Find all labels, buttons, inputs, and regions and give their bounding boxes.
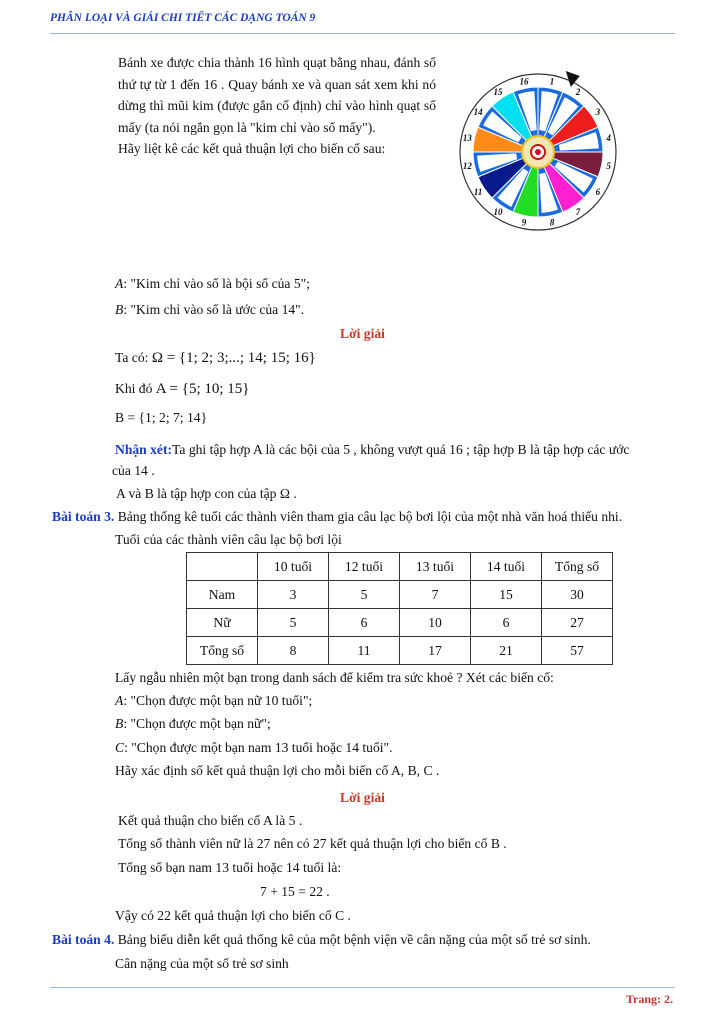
table-cell: 30 bbox=[542, 581, 613, 609]
page-header-title: PHÂN LOẠI VÀ GIẢI CHI TIẾT CÁC DẠNG TOÁN 9 bbox=[50, 12, 316, 24]
set-b-line: B = {1; 2; 7; 14} bbox=[115, 410, 208, 425]
wheel-number-7: 7 bbox=[575, 206, 581, 217]
table-header-cell: 13 tuổi bbox=[400, 553, 471, 581]
table-cell: Nam bbox=[187, 581, 258, 609]
footer-divider bbox=[50, 987, 675, 988]
table-cell: 6 bbox=[471, 609, 542, 637]
table-row bbox=[187, 581, 613, 609]
event-b-line: B: "Kim chỉ vào số là ước của 14". bbox=[115, 302, 305, 317]
solution-3-line-2: Tổng số thành viên nữ là 27 nên có 27 kết quả thuận lợi cho biến cố B . bbox=[118, 836, 507, 851]
event-c-3: C: "Chọn được một bạn nam 13 tuổi hoặc 14 tuổi". bbox=[115, 740, 393, 755]
wheel-number-14: 14 bbox=[473, 106, 483, 117]
subset-line: A và B là tập hợp con của tập Ω . bbox=[116, 486, 297, 501]
remark-line-2: của 14 . bbox=[112, 463, 155, 478]
wheel-number-12: 12 bbox=[462, 161, 472, 172]
problem-3-statement: Bài toán 3. Bảng thống kê tuổi các thành viên tham gia câu lạc bộ bơi lội của một nhà văn hoá thiếu nhi. bbox=[52, 509, 623, 524]
solution-heading-3: Lời giải bbox=[340, 790, 385, 805]
table-header-cell: 10 tuổi bbox=[258, 553, 329, 581]
omega-line: Ta có: Ω = {1; 2; 3;...; 14; 15; 16} bbox=[115, 350, 316, 366]
table-header-cell: 12 tuổi bbox=[329, 553, 400, 581]
intro-text bbox=[118, 52, 436, 160]
table-cell: 7 bbox=[400, 581, 471, 609]
table-header-row bbox=[187, 553, 613, 581]
table-header-cell: Tổng số bbox=[542, 553, 613, 581]
wheel-number-10: 10 bbox=[493, 206, 503, 217]
table-caption: Tuổi của các thành viên câu lạc bộ bơi lội bbox=[115, 532, 342, 547]
solution-3-line-5: Vậy có 22 kết quả thuận lợi cho biến cố C . bbox=[115, 908, 351, 923]
table-cell: Tổng số bbox=[187, 637, 258, 665]
wheel-number-13: 13 bbox=[462, 132, 472, 143]
solution-3-line-3: Tổng số bạn nam 13 tuổi hoặc 14 tuổi là: bbox=[118, 860, 342, 875]
wheel-number-5: 5 bbox=[606, 161, 611, 172]
header-divider bbox=[50, 33, 675, 34]
table-cell: 5 bbox=[258, 609, 329, 637]
set-a-line: Khi đó A = {5; 10; 15} bbox=[115, 381, 250, 397]
solution-3-equation: 7 + 15 = 22 . bbox=[260, 884, 330, 899]
remark-line-1: Nhận xét:Ta ghi tập hợp A là các bội của 5 , không vượt quá 16 ; tập hợp B là tập hợp các ước bbox=[115, 442, 630, 457]
table-cell: 57 bbox=[542, 637, 613, 665]
table-cell: 10 bbox=[400, 609, 471, 637]
wheel-number-11: 11 bbox=[473, 187, 483, 198]
wheel-number-6: 6 bbox=[595, 187, 601, 198]
age-table bbox=[186, 552, 613, 665]
table-row bbox=[187, 637, 613, 665]
table-cell: 17 bbox=[400, 637, 471, 665]
wheel-hub-center bbox=[535, 149, 541, 155]
problem-4-caption: Cân nặng của một số trẻ sơ sinh bbox=[115, 956, 289, 971]
problem-4-statement: Bài toán 4. Bảng biểu diễn kết quả thống kê của một bệnh viện về cân nặng của một số trẻ sơ sinh. bbox=[52, 932, 591, 947]
wheel-number-3: 3 bbox=[595, 106, 601, 117]
event-a-3: A: "Chọn được một bạn nữ 10 tuổi"; bbox=[115, 693, 313, 708]
wheel-number-4: 4 bbox=[606, 132, 611, 143]
wheel-number-16: 16 bbox=[519, 76, 529, 87]
table-cell: 27 bbox=[542, 609, 613, 637]
solution-3-line-1: Kết quả thuận cho biến cố A là 5 . bbox=[118, 813, 303, 828]
problem-3-prompt: Lấy ngẫu nhiên một bạn trong danh sách để kiểm tra sức khoẻ ? Xét các biến cố: bbox=[115, 670, 554, 685]
table-cell: 3 bbox=[258, 581, 329, 609]
wheel-number-15: 15 bbox=[493, 87, 503, 98]
wheel-number-8: 8 bbox=[549, 217, 555, 228]
table-header-cell: 14 tuổi bbox=[471, 553, 542, 581]
wheel-number-1: 1 bbox=[549, 76, 555, 87]
solution-heading-1: Lời giải bbox=[340, 326, 385, 341]
table-cell: 5 bbox=[329, 581, 400, 609]
page-number: Trang: 2. bbox=[625, 992, 673, 1006]
wheel-number-2: 2 bbox=[575, 87, 581, 98]
table-cell: 8 bbox=[258, 637, 329, 665]
table-header-cell bbox=[187, 553, 258, 581]
table-cell: Nữ bbox=[187, 609, 258, 637]
intro-paragraph: Bánh xe được chia thành 16 hình quạt bằng nhau, đánh số thứ tự từ 1 đến 16 . Quay bánh xe và quan sát xem khi nó dừng thì mũi kim (được gắn cố định) chỉ vào hình quạt số mấy (ta nói ngắn gọn là "kim chỉ vào số mấy"). bbox=[118, 55, 436, 135]
spinning-wheel-figure bbox=[458, 62, 623, 240]
intro-question: Hãy liệt kê các kết quả thuận lợi cho biến cố sau: bbox=[118, 141, 386, 156]
problem-3-ask: Hãy xác định số kết quả thuận lợi cho mỗi biến cố A, B, C . bbox=[115, 763, 440, 778]
table-cell: 11 bbox=[329, 637, 400, 665]
table-cell: 6 bbox=[329, 609, 400, 637]
event-b-3: B: "Chọn được một bạn nữ"; bbox=[115, 716, 271, 731]
table-cell: 15 bbox=[471, 581, 542, 609]
table-cell: 21 bbox=[471, 637, 542, 665]
table-row bbox=[187, 609, 613, 637]
event-a-line: A: "Kim chỉ vào số là bội số của 5"; bbox=[115, 276, 310, 291]
wheel-number-9: 9 bbox=[521, 217, 527, 228]
